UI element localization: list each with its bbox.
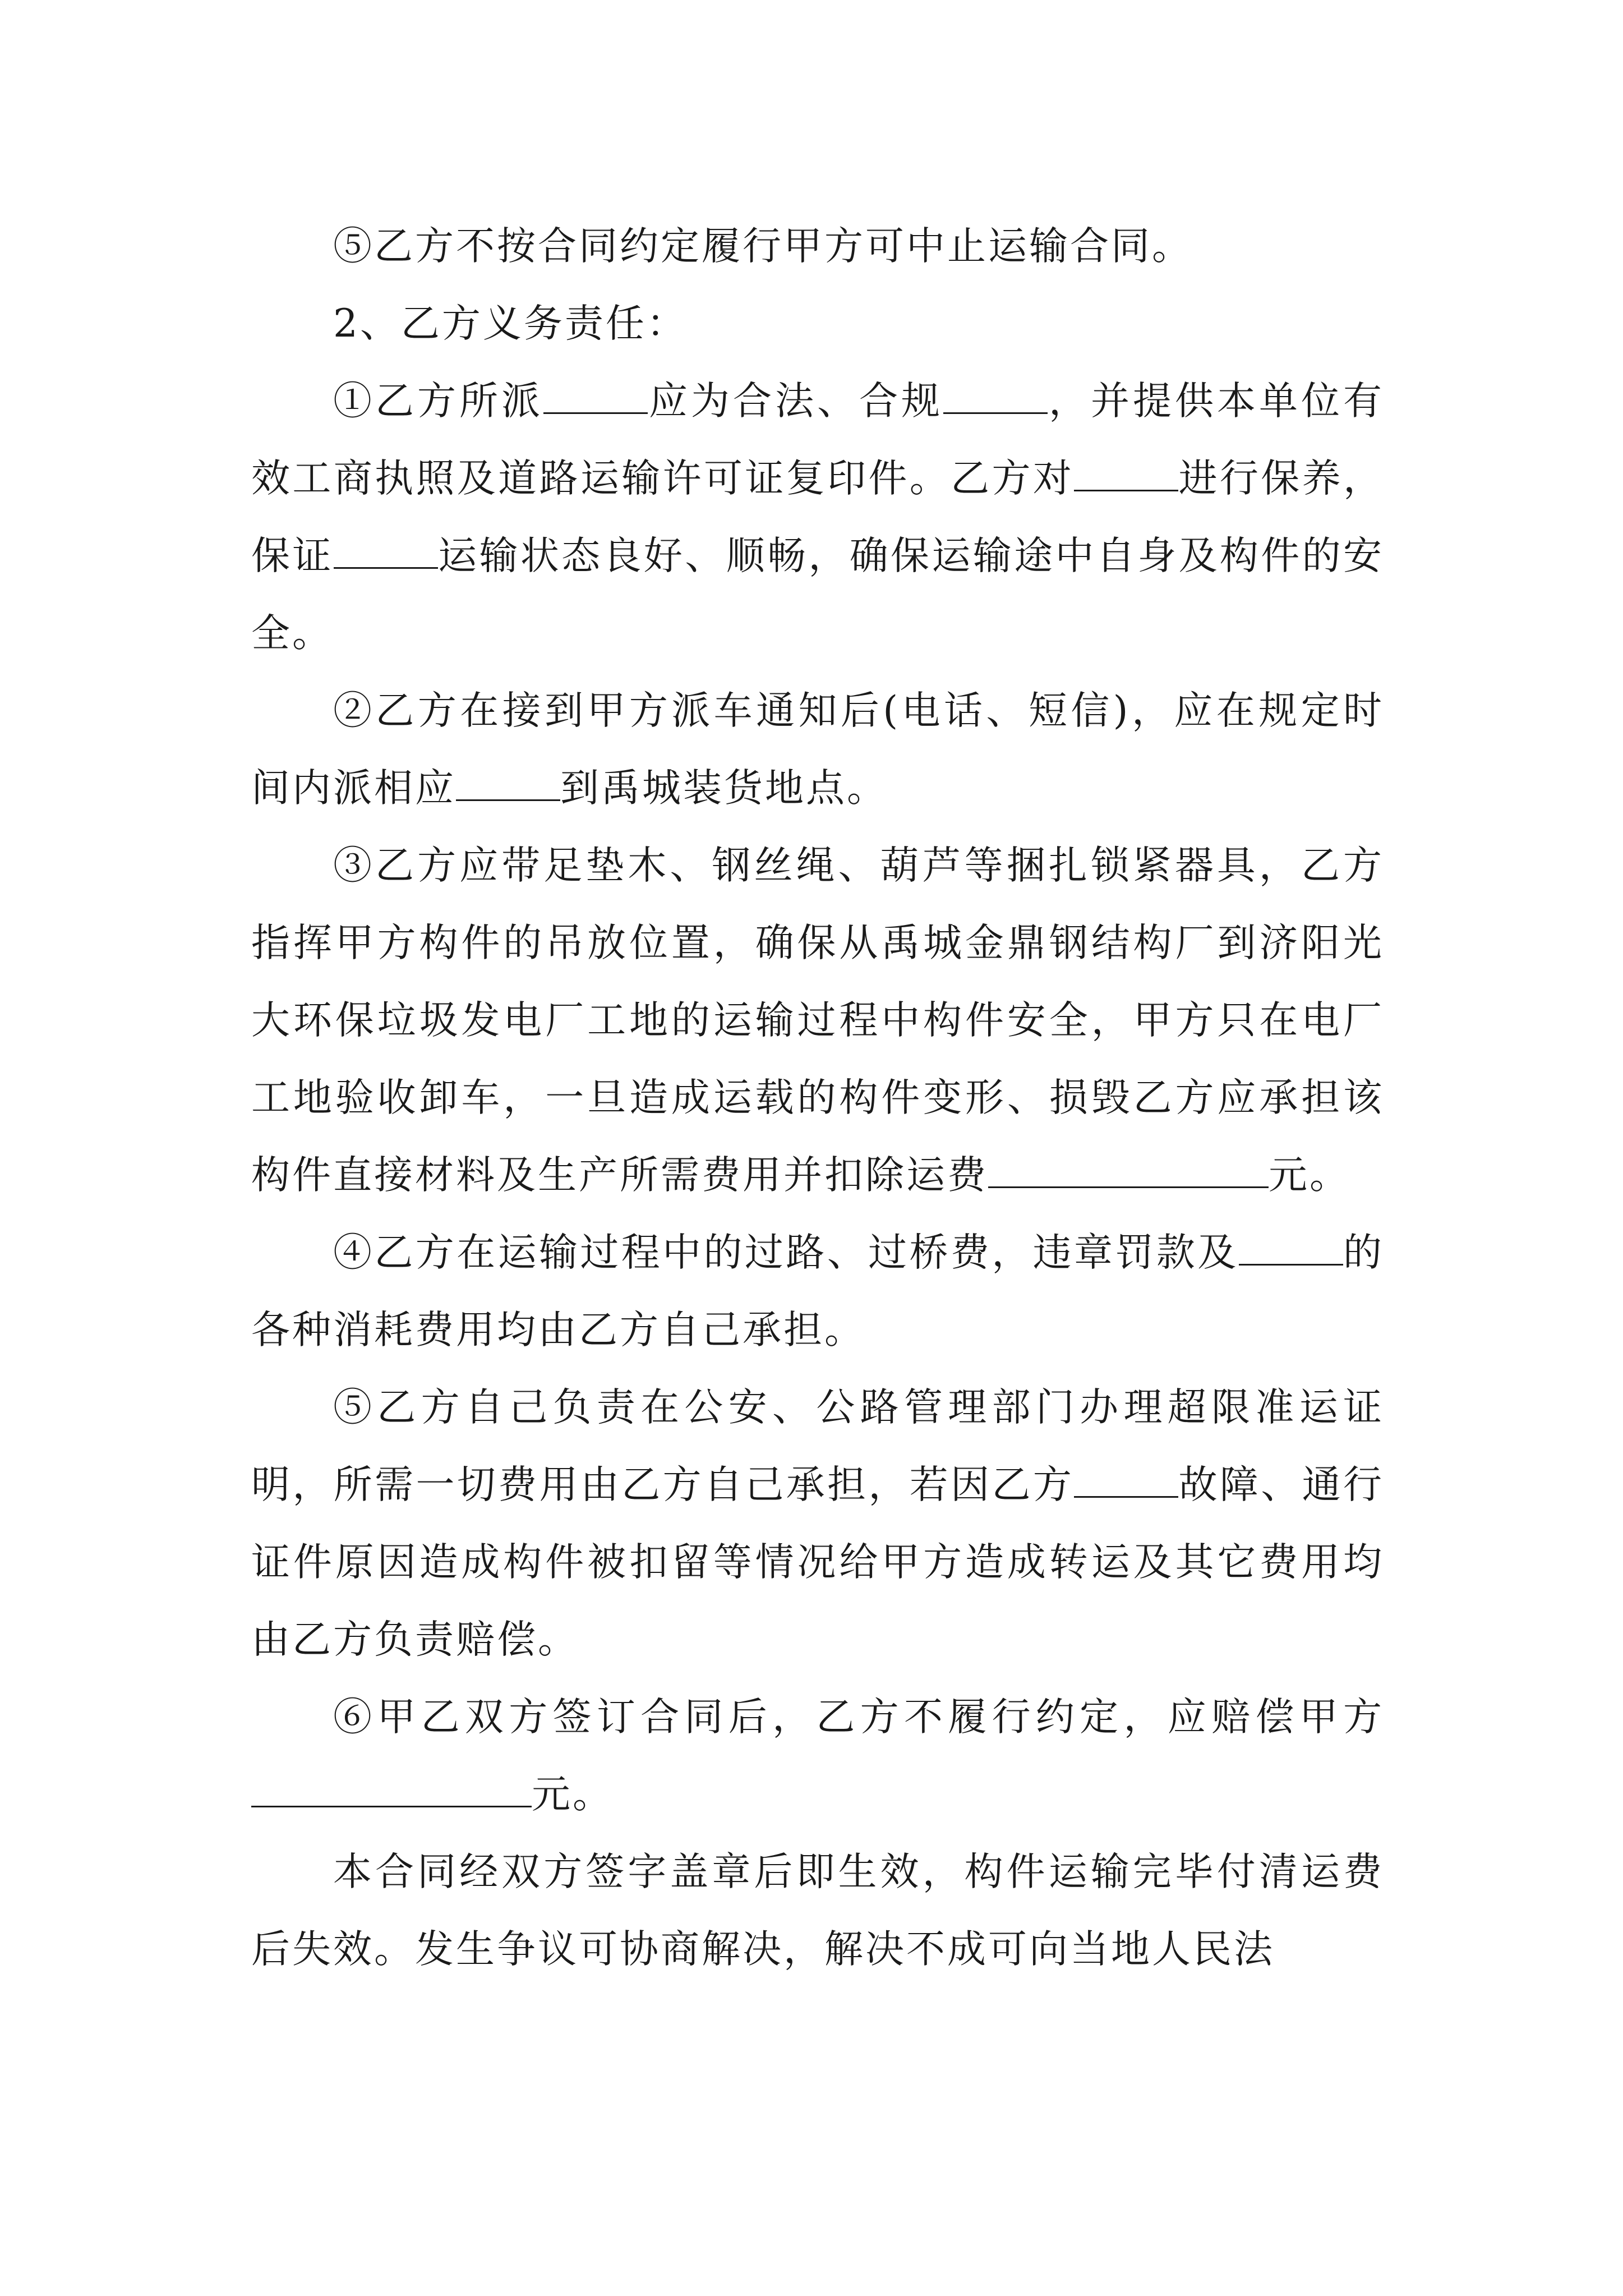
paragraph-text: 本合同经双方签字盖章后即生效，构件运输完毕付清运费后失效。发生争议可协商解决，解决不成可向当地人民法 bbox=[251, 1849, 1384, 1972]
fill-in-blank bbox=[988, 1149, 1269, 1188]
fill-in-blank bbox=[456, 762, 560, 801]
paragraph-text: ③乙方应带足垫木、钢丝绳、葫芦等捆扎锁紧器具，乙方指挥甲方构件的吊放位置，确保从禹城金鼎钢结构厂到济阳光大环保垃圾发电厂工地的运输过程中构件安全，甲方只在电厂工地验收卸车，一旦造成运载的构件变形、损毁乙方应承担该构件直接材料及生产所需费用并扣除运费 bbox=[251, 843, 1384, 1198]
fill-in-blank bbox=[1074, 1459, 1178, 1498]
document-page bbox=[251, 208, 1384, 1988]
fill-in-blank bbox=[251, 1769, 532, 1807]
paragraph-text: ④乙方在运输过程中的过路、过桥费，违章罚款及 bbox=[333, 1230, 1239, 1275]
paragraph-p9 bbox=[251, 1833, 1384, 1988]
paragraph-p1 bbox=[251, 208, 1384, 285]
paragraph-text: 应为合法、合规 bbox=[648, 379, 943, 424]
fill-in-blank bbox=[543, 375, 648, 414]
paragraph-text: ⑤乙方不按合同约定履行甲方可中止运输合同。 bbox=[333, 224, 1193, 269]
paragraph-text: ①乙方所派 bbox=[333, 379, 543, 424]
paragraph-p2 bbox=[251, 285, 1384, 362]
fill-in-blank bbox=[943, 375, 1048, 414]
paragraph-text: ⑥甲乙双方签订合同后，乙方不履行约定，应赔偿甲方 bbox=[333, 1695, 1384, 1740]
paragraph-text: 运输状态良好、顺畅，确保运输途中自身及构件的安全。 bbox=[251, 533, 1385, 656]
fill-in-blank bbox=[1239, 1227, 1343, 1266]
paragraph-text: ，并提供本单位有效工商执照及道路运输许可证复印件。乙方对 bbox=[251, 379, 1384, 501]
fill-in-blank bbox=[1074, 453, 1178, 491]
paragraph-p7 bbox=[251, 1369, 1384, 1678]
paragraph-p3 bbox=[251, 362, 1384, 672]
paragraph-text: 故障、通行证件原因造成构件被扣留等情况给甲方造成转运及其它费用均由乙方负责赔偿。 bbox=[251, 1462, 1385, 1662]
paragraph-text: 到禹城装货地点。 bbox=[560, 766, 888, 811]
paragraph-p6 bbox=[251, 1214, 1384, 1369]
paragraph-text: 的各种消耗费用均由乙方自己承担。 bbox=[251, 1230, 1385, 1352]
fill-in-blank bbox=[334, 530, 438, 569]
paragraph-text: ⑤乙方自己负责在公安、公路管理部门办理超限准运证明，所需一切费用由乙方自己承担，若因乙方 bbox=[251, 1385, 1384, 1507]
paragraph-text: 2、乙方义务责任： bbox=[333, 301, 688, 346]
paragraph-text: 进行保养，保证 bbox=[251, 456, 1385, 578]
paragraph-text: 元。 bbox=[532, 1772, 614, 1817]
paragraph-p8 bbox=[251, 1678, 1384, 1833]
paragraph-p4 bbox=[251, 672, 1384, 827]
paragraph-text: ②乙方在接到甲方派车通知后(电话、短信)，应在规定时间内派相应 bbox=[251, 688, 1384, 811]
paragraph-text: 元。 bbox=[1269, 1153, 1350, 1198]
paragraph-p5 bbox=[251, 827, 1384, 1214]
